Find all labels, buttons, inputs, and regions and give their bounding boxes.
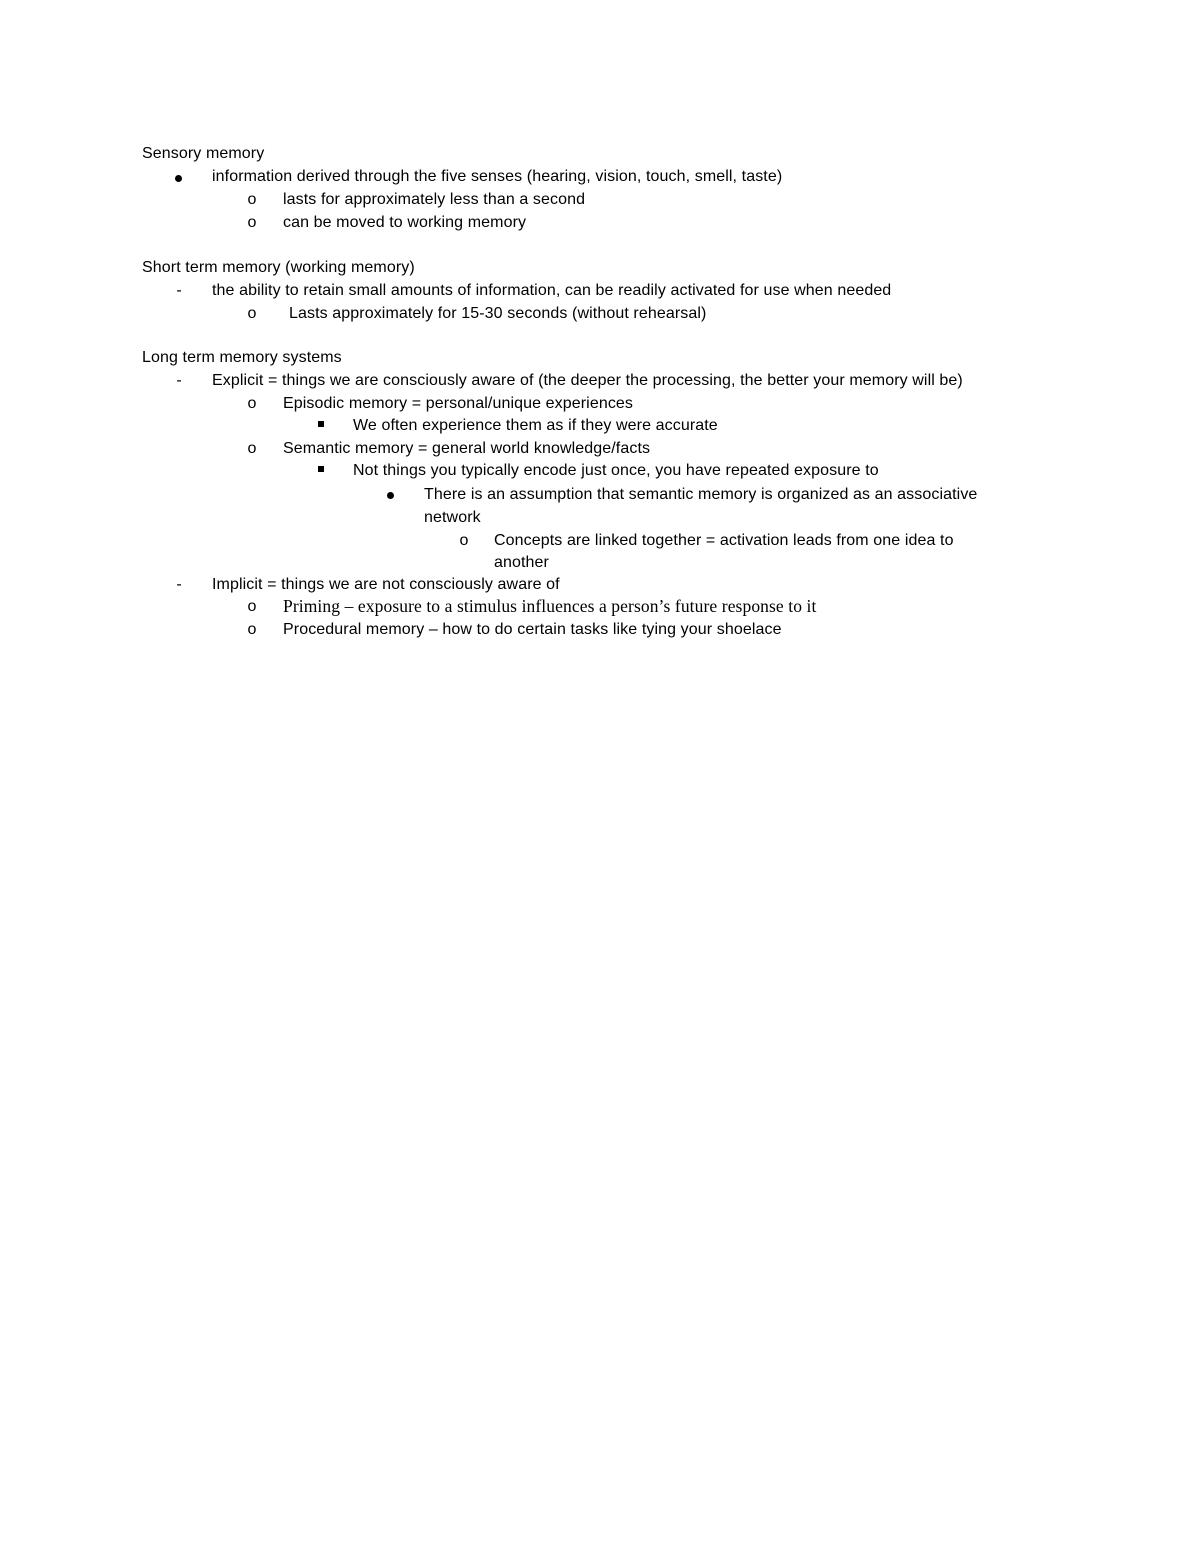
dash-marker: - — [176, 282, 182, 299]
bullet-dot — [175, 175, 182, 182]
square-bullet — [318, 466, 324, 472]
list-item: Episodic memory = personal/unique experiences — [283, 395, 634, 412]
circle-marker: o — [247, 305, 257, 322]
list-item: information derived through the five senses (hearing, vision, touch, smell, taste) — [212, 168, 783, 185]
dash-marker: - — [176, 576, 182, 593]
list-item: Explicit = things we are consciously aware of (the deeper the processing, the better your memory will be) — [212, 372, 963, 389]
list-item-continuation: network — [424, 509, 481, 526]
section-heading-short-term: Short term memory (working memory) — [142, 259, 415, 276]
circle-marker: o — [247, 191, 257, 208]
list-item-continuation: another — [494, 554, 549, 571]
circle-marker: o — [459, 532, 469, 549]
circle-marker: o — [247, 214, 257, 231]
list-item: We often experience them as if they were accurate — [353, 417, 718, 434]
list-item: Procedural memory – how to do certain tasks like tying your shoelace — [283, 621, 782, 638]
list-item: Lasts approximately for 15-30 seconds (without rehearsal) — [289, 305, 707, 322]
list-item: can be moved to working memory — [283, 214, 527, 231]
list-item: Semantic memory = general world knowledge/facts — [283, 440, 651, 457]
circle-marker: o — [247, 621, 257, 638]
list-item: Implicit = things we are not consciously aware of — [212, 576, 560, 593]
square-bullet — [318, 421, 324, 427]
circle-marker: o — [247, 440, 257, 457]
dash-marker: - — [176, 372, 182, 389]
circle-marker: o — [247, 395, 257, 412]
circle-marker: o — [247, 598, 257, 615]
list-item: Priming – exposure to a stimulus influences a person’s future response to it — [283, 596, 817, 616]
list-item: There is an assumption that semantic memory is organized as an associative — [424, 486, 978, 503]
bullet-dot — [387, 492, 394, 499]
list-item: lasts for approximately less than a second — [283, 191, 586, 208]
list-item: the ability to retain small amounts of information, can be readily activated for use when needed — [212, 282, 892, 299]
list-item: Concepts are linked together = activation leads from one idea to — [494, 532, 954, 549]
list-item: Not things you typically encode just once, you have repeated exposure to — [353, 462, 879, 479]
section-heading-long-term: Long term memory systems — [142, 349, 342, 366]
section-heading-sensory: Sensory memory — [142, 145, 265, 162]
